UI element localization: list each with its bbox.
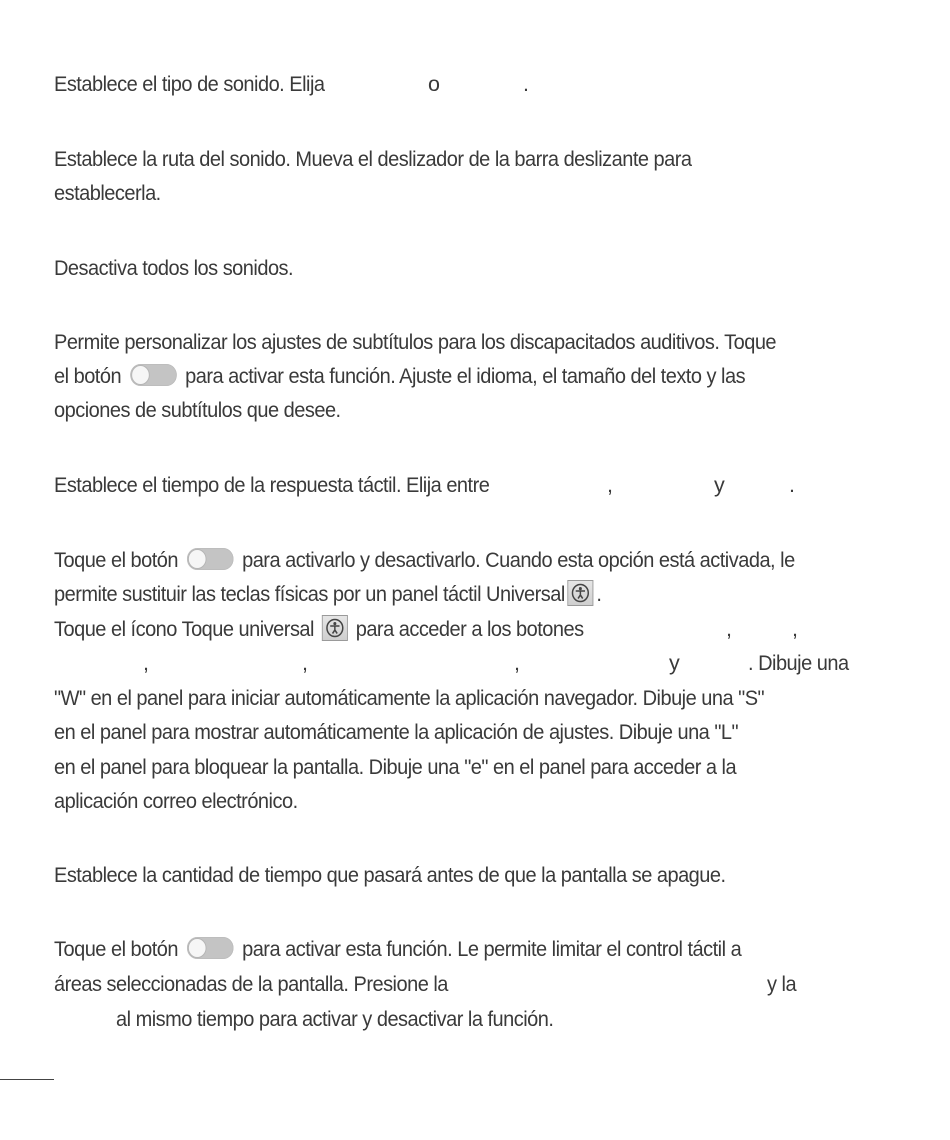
universal-text-3a: Toque el ícono Toque universal [54, 617, 314, 641]
sound-type-or: o [428, 72, 440, 96]
universal-comma-5: , [514, 651, 520, 675]
universal-line-3 [54, 612, 584, 646]
universal-line-2 [54, 577, 601, 611]
universal-touch-icon [322, 615, 348, 641]
touch-control-text-1a: Toque el botón [54, 937, 179, 961]
universal-text-3b: para acceder a los botones [355, 617, 584, 641]
universal-touch-icon [568, 580, 594, 606]
toggle-off-icon [187, 548, 234, 570]
captions-line-1: Permite personalizar los ajustes de subtítulos para los discapacitados auditivos. Toque [54, 330, 777, 354]
universal-comma-3: , [143, 651, 149, 675]
touch-delay-comma: , [607, 473, 613, 497]
toggle-off-icon [130, 364, 177, 386]
touch-control-y-la: y la [767, 972, 797, 996]
sound-route-line-1: Establece la ruta del sonido. Mueva el deslizador de la barra deslizante para [54, 147, 692, 171]
footer-rule [0, 1079, 54, 1080]
touch-control-line-3: al mismo tiempo para activar y desactivar la función. [116, 1007, 554, 1031]
universal-line-5: "W" en el panel para iniciar automáticamente la aplicación navegador. Dibuje una "S" [54, 686, 765, 710]
universal-line-7: en el panel para bloquear la pantalla. Dibuje una "e" en el panel para acceder a la [54, 755, 737, 779]
universal-comma-2: , [792, 617, 798, 641]
touch-control-text-1b: para activar esta función. Le permite limitar el control táctil a [242, 937, 742, 961]
universal-line-8: aplicación correo electrónico. [54, 789, 298, 813]
universal-text-2a: permite sustituir las teclas físicas por un panel táctil Universal [54, 582, 565, 606]
sound-type-end: . [523, 72, 529, 96]
universal-text-1a: Toque el botón [54, 548, 179, 572]
universal-comma-4: , [302, 651, 308, 675]
universal-line-6: en el panel para mostrar automáticamente la aplicación de ajustes. Dibuje una "L" [54, 720, 739, 744]
sound-type-text [54, 67, 324, 101]
captions-line-2 [54, 359, 745, 393]
mute-text: Desactiva todos los sonidos. [54, 256, 294, 280]
sound-route-line-2: establecerla. [54, 181, 161, 205]
timeout-text: Establece la cantidad de tiempo que pasará antes de que la pantalla se apague. [54, 863, 726, 887]
touch-delay-end: . [789, 473, 795, 497]
captions-text-b: para activar esta función. Ajuste el idioma, el tamaño del texto y las [185, 364, 746, 388]
touch-delay-y: y [714, 473, 725, 497]
toggle-off-icon [187, 937, 234, 959]
touch-control-line-2: áreas seleccionadas de la pantalla. Presione la [54, 972, 448, 996]
universal-text-1b: para activarlo y desactivarlo. Cuando esta opción está activada, le [242, 548, 795, 572]
touch-delay-text: Establece el tiempo de la respuesta táctil. Elija entre [54, 473, 490, 497]
captions-text-a: el botón [54, 364, 122, 388]
touch-control-line-1 [54, 932, 741, 966]
universal-line-4-end: . Dibuje una [748, 651, 849, 675]
universal-comma-1: , [726, 617, 732, 641]
universal-line-1 [54, 543, 795, 577]
sound-type-label: Establece el tipo de sonido. Elija [54, 72, 325, 96]
universal-text-2b: . [596, 582, 602, 606]
captions-line-3: opciones de subtítulos que desee. [54, 398, 341, 422]
universal-y: y [669, 651, 680, 675]
